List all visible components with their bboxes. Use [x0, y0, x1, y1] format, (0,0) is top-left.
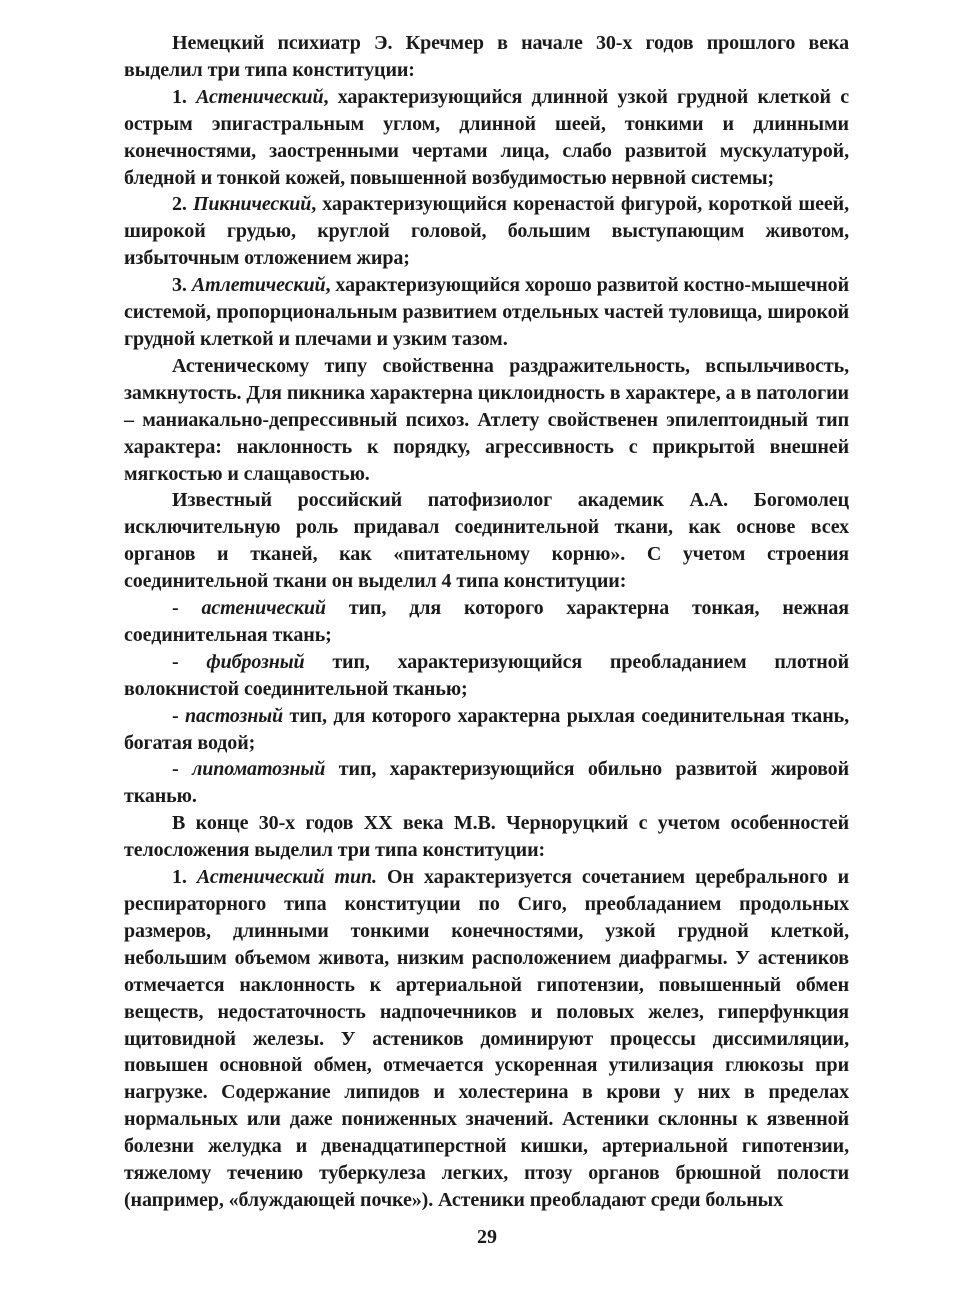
- paragraph-asthenic-type-detail: [124, 864, 849, 1214]
- paragraph-text: Известный российский патофизиолог академик А.А. Богомолец исключительную роль придавал соединительной ткани, как основе всех органов и тканей, как «питательному корню». С учетом строения соединительной ткани он выделил 4 типа конституции:: [124, 489, 849, 593]
- list-dash: -: [172, 597, 202, 620]
- italic-term: липоматозный: [192, 758, 326, 781]
- italic-term: Атлетический: [191, 274, 326, 297]
- paragraph-text: Немецкий психиатр Э. Кречмер в начале 30-х годов прошлого века выделил три типа конституции:: [124, 32, 849, 81]
- list-dash: -: [172, 650, 207, 673]
- paragraph-text: , характеризующийся коренастой фигурой, короткой шеей, широкой грудью, круглой головой, большим выступающим животом, избыточным отложением жира;: [124, 193, 849, 270]
- paragraph-text: тип, для которого характерна рыхлая соединительная ткань, богатая водой;: [124, 704, 849, 754]
- paragraph-athletic: [124, 272, 849, 353]
- paragraph-text: тип, характеризующийся обильно развитой жировой тканью.: [124, 758, 849, 808]
- italic-term: Астенический: [196, 85, 324, 108]
- list-number: 2.: [172, 193, 193, 216]
- paragraph-character-types: [124, 353, 849, 488]
- paragraph-text: , характеризующийся хорошо развитой костно-мышечной системой, пропорциональным развитием отдельных частей туловища, широкой грудной клеткой и плечами и узким тазом.: [124, 274, 850, 350]
- list-item-pastose-tissue: [124, 703, 849, 757]
- paragraph-text: В конце 30-х годов ХХ века М.В. Черноруцкий с учетом особенностей телосложения выделил три типа конституции:: [124, 812, 849, 862]
- paragraph-text: тип, для которого характерна тонкая, нежная соединительная ткань;: [124, 597, 849, 646]
- paragraph-text: тип, характеризующийся преобладанием плотной волокнистой соединительной тканью;: [124, 650, 849, 700]
- paragraph-text: Он характеризуется сочетанием церебрального и респираторного типа конституции по Сиго, преобладанием продольных размеров, длинными тонкими конечностями, узкой грудной клеткой, небольшим объемом живота, низким расположением диафрагмы. У астеников отмечается наклонность к артериальной гипотензии, повышенный обмен веществ, недостаточность надпочечников и половых желез, гиперфункция щитовидной железы. У астеников доминируют процессы диссимиляции, повышен основной обмен, отмечается ускоренная утилизация глюкозы при нагрузке. Содержание липидов и холестерина в крови у них в пределах нормальных или даже пониженных значений. Астеники склонны к язвенной болезни желудка и двенадцатиперстной кишки, артериальной гипотензии, тяжелому течению туберкулеза легких, птозу органов брюшной полости (например, «блуждающей почке»). Астеники преобладают среди больных: [124, 866, 849, 1211]
- document-body: [124, 30, 849, 1214]
- paragraph-pyknic: [124, 191, 849, 272]
- paragraph-chernorutsky: [124, 810, 849, 864]
- italic-term: пастозный: [185, 704, 284, 727]
- paragraph-asthenic: [124, 84, 849, 192]
- italic-term: астенический: [201, 597, 326, 620]
- paragraph-text: Астеническому типу свойственна раздражительность, вспыльчивость, замкнутость. Для пикника характерна циклоидность в характере, а в патологии – маниакально-депрессивный психоз. Атлету свойственен эпилептоидный тип характера: наклонность к порядку, агрессивность с прикрытой внешней мягкостью и слащавостью.: [124, 354, 849, 485]
- list-item-fibrous-tissue: [124, 649, 849, 703]
- list-number: 1.: [172, 866, 197, 889]
- italic-term: Астенический тип.: [196, 866, 377, 889]
- italic-term: фиброзный: [206, 650, 305, 673]
- list-number: 1.: [172, 85, 197, 108]
- list-item-asthenic-tissue: [124, 595, 849, 649]
- italic-term: Пикнический: [192, 193, 312, 216]
- page-number: 29: [477, 1226, 497, 1248]
- paragraph-text: , характеризующийся длинной узкой грудной клеткой с острым эпигастральным углом, длинной шеей, тонкими и длинными конечностями, заостренными чертами лица, слабо развитой мускулатурой, бледной и тонкой кожей, повышенной возбудимостью нервной системы;: [124, 85, 849, 189]
- paragraph-kretschmer-intro: [124, 30, 849, 84]
- paragraph-bogomolets: [124, 487, 849, 595]
- list-item-lipomatous-tissue: [124, 756, 849, 810]
- list-number: 3.: [172, 274, 192, 297]
- list-dash: -: [172, 704, 185, 727]
- list-dash: -: [172, 758, 193, 781]
